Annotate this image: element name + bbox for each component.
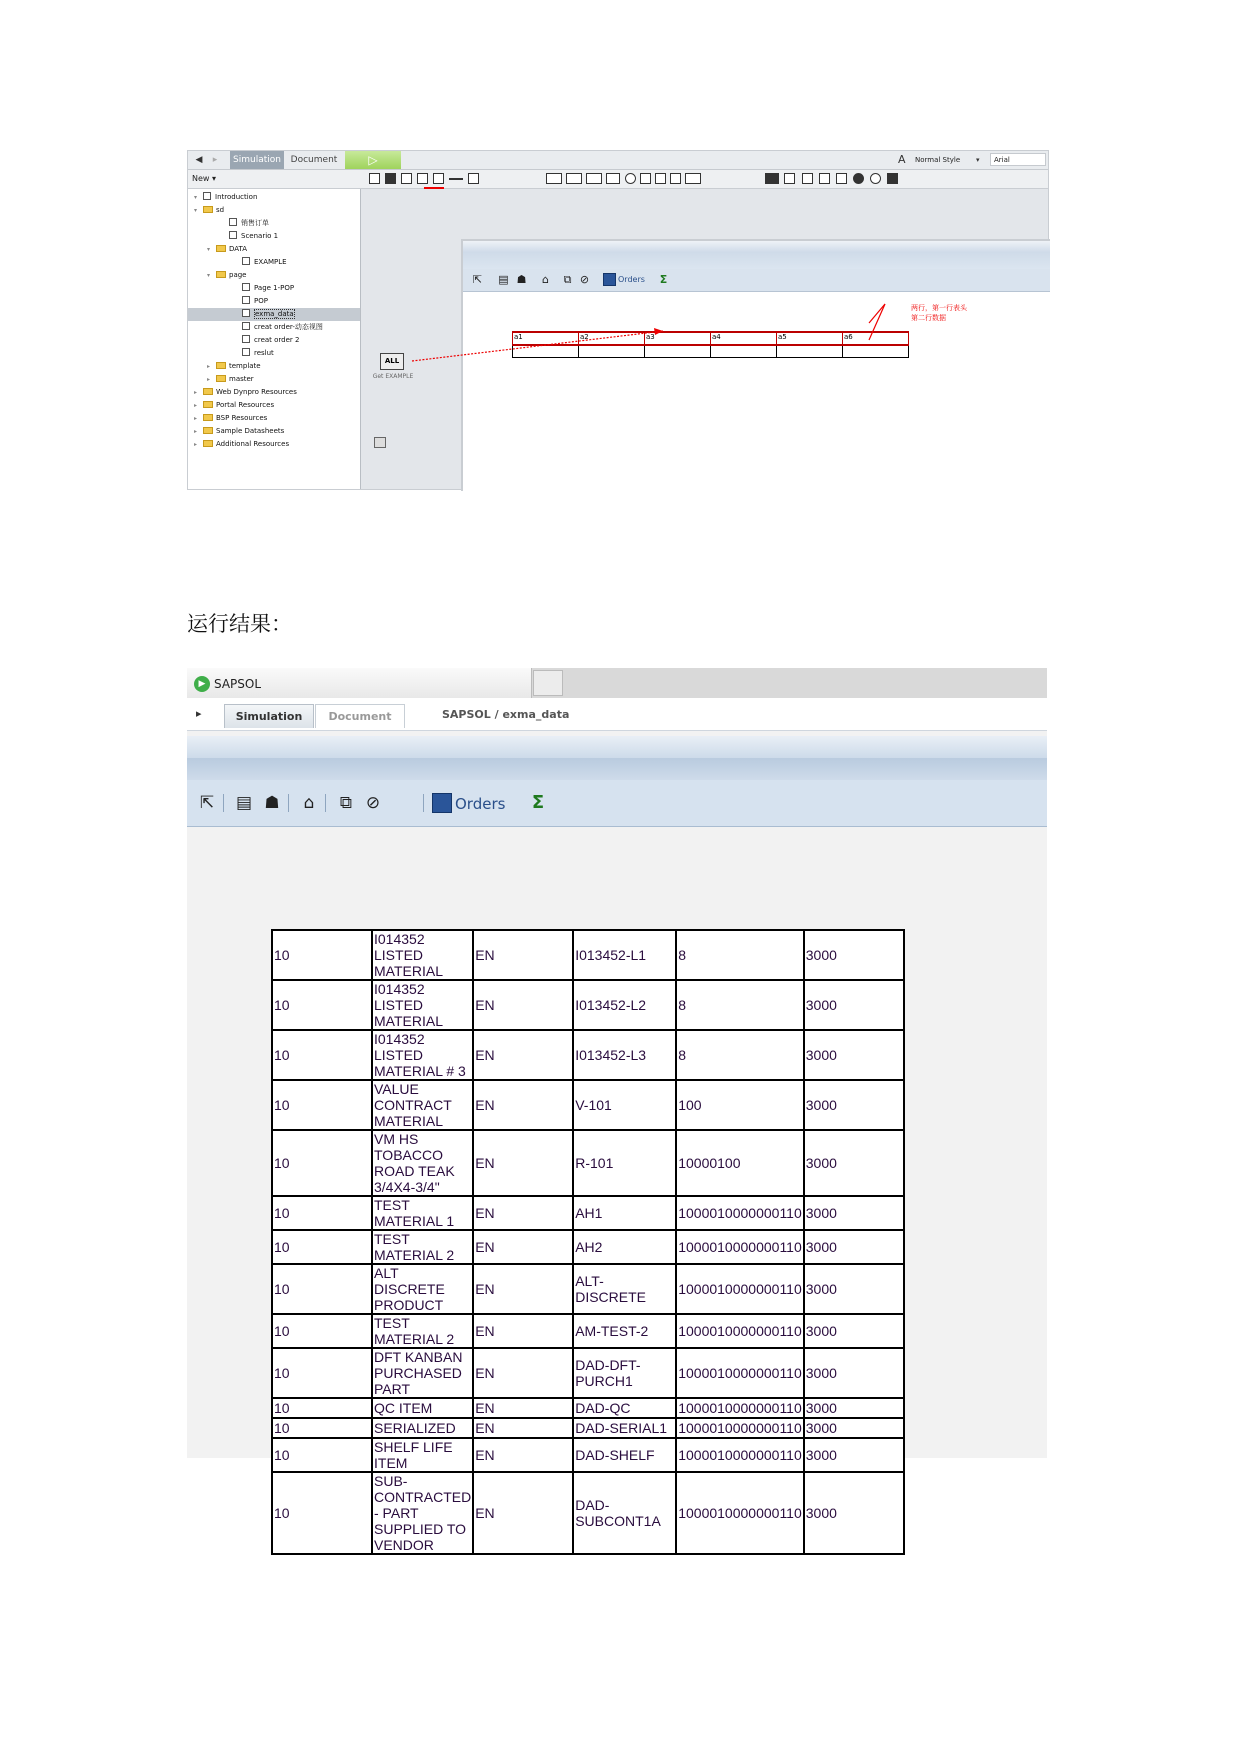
breadcrumb: SAPSOL / exma_data — [442, 708, 570, 721]
table-cell: QC ITEM — [372, 1398, 473, 1418]
style-icon: A — [898, 153, 906, 166]
result-content-area — [187, 827, 1047, 1553]
table-cell: I014352 LISTED MATERIAL # 3 — [372, 1030, 473, 1080]
table-cell: DAD-SERIAL1 — [573, 1418, 676, 1438]
table-cell: 10 — [272, 1398, 372, 1418]
annotation-arrows — [188, 151, 1048, 489]
tree-item-label: DATA — [229, 245, 248, 253]
get-example-label: Get EXAMPLE — [372, 373, 414, 380]
table-cell: I013452-L2 — [573, 980, 676, 1030]
table-row — [272, 1196, 904, 1230]
app-title: SAPSOL — [214, 677, 262, 691]
font-select[interactable]: Arial — [990, 153, 1046, 166]
style-select[interactable]: Normal Style — [915, 156, 961, 164]
table-cell: 1000010000000110 — [678, 1400, 802, 1416]
chevron-down-icon[interactable]: ▾ — [976, 156, 980, 164]
result-caption: 运行结果： — [187, 612, 292, 636]
table-cell: I014352 LISTED MATERIAL — [372, 930, 473, 980]
table-cell: 10 — [272, 930, 372, 980]
table-row — [272, 1264, 904, 1314]
table-cell: EN — [473, 1398, 573, 1418]
design-table-header-cell[interactable]: a6 — [843, 332, 909, 345]
tree-item-label: 销售订单 — [241, 219, 269, 227]
table-row — [272, 1030, 904, 1080]
tree-item-label: EXAMPLE — [254, 258, 287, 266]
table-cell: 10 — [272, 1264, 372, 1314]
table-cell: VALUE CONTRACT MATERIAL — [372, 1080, 473, 1130]
table-row — [272, 1418, 904, 1438]
table-row — [272, 1348, 904, 1398]
table-cell: 3000 — [804, 1196, 904, 1230]
table-cell: 3000 — [804, 1030, 904, 1080]
table-cell: EN — [473, 1314, 573, 1348]
table-cell: I013452-L3 — [573, 1030, 676, 1080]
table-cell: AH2 — [573, 1230, 676, 1264]
table-cell: 10 — [272, 980, 372, 1030]
design-table-header-cell[interactable]: a1 — [513, 332, 579, 345]
table-cell: 10 — [272, 1130, 372, 1196]
table-cell: 10 — [272, 1230, 372, 1264]
sum-icon[interactable]: Σ — [659, 273, 668, 286]
user-icon[interactable]: ☗ — [516, 273, 527, 286]
table-cell: EN — [473, 1472, 573, 1554]
table-cell: 100 — [676, 1080, 804, 1130]
table-cell: EN — [473, 1348, 573, 1398]
table-cell: 10 — [272, 1348, 372, 1398]
annotation-line-2: 第二行数据 — [911, 314, 946, 322]
table-row — [272, 1314, 904, 1348]
annotation-pointer-2 — [869, 304, 885, 340]
delete-icon[interactable]: ⊘ — [365, 793, 381, 813]
table-cell: 3000 — [804, 980, 904, 1030]
table-cell: TEST MATERIAL 2 — [372, 1230, 473, 1264]
designer-screenshot — [187, 150, 1049, 490]
app-title-bar — [187, 668, 1047, 698]
chevron-down-icon[interactable]: ▾ — [207, 272, 211, 279]
tree-item-label: master — [229, 375, 254, 383]
table-cell: 10 — [272, 1418, 372, 1438]
orders-label[interactable]: Orders — [455, 795, 506, 813]
annotation-line-1: 两行，第一行表头 — [911, 304, 967, 312]
design-table-header-cell[interactable]: a2 — [579, 332, 645, 345]
toolbar-separator — [223, 794, 224, 812]
table-row — [272, 1438, 904, 1472]
get-example-icon[interactable]: ALL — [380, 353, 404, 370]
table-cell: 3000 — [804, 1438, 904, 1472]
table-cell: 3000 — [804, 1130, 904, 1196]
tab-document[interactable]: Document — [315, 704, 405, 728]
logout-icon[interactable]: ⇱ — [199, 793, 215, 813]
chevron-right-icon[interactable]: ▸ — [207, 363, 211, 370]
table-cell: TEST MATERIAL 2 — [372, 1314, 473, 1348]
table-cell: DAD-QC — [573, 1398, 676, 1418]
app-toolbar — [187, 780, 1047, 827]
annotation-pointer-1 — [869, 304, 885, 323]
table-cell: R-101 — [573, 1130, 676, 1196]
table-cell: 1000010000000110 — [678, 1420, 802, 1436]
table-cell: 1000010000000110 — [676, 1472, 804, 1554]
table-cell: 10 — [272, 1080, 372, 1130]
result-screenshot — [187, 668, 1047, 1553]
tree-item-label: page — [229, 271, 247, 279]
tab-simulation[interactable]: Simulation — [224, 704, 314, 728]
table-cell: 3000 — [804, 1472, 904, 1554]
table-cell: 10 — [272, 1030, 372, 1080]
table-cell: DAD-SUBCONT1A — [573, 1472, 676, 1554]
table-row — [272, 1230, 904, 1264]
home-icon[interactable]: ⌂ — [542, 273, 549, 286]
table-cell: 1000010000000110 — [676, 1348, 804, 1398]
table-cell: SUB-CONTRACTED - PART SUPPLIED TO VENDOR — [374, 1473, 472, 1553]
table-cell: EN — [473, 1438, 573, 1472]
tab-document[interactable]: Document — [285, 151, 343, 169]
new-button[interactable]: New ▾ — [192, 174, 217, 183]
tree-item-label: reslut — [254, 349, 274, 357]
chevron-down-icon[interactable]: ▾ — [194, 194, 198, 201]
table-cell: 1000010000000110 — [676, 1196, 804, 1230]
sum-icon[interactable]: Σ — [531, 792, 545, 813]
design-table-header-cell[interactable]: a5 — [777, 332, 843, 345]
table-cell: 1000010000000110 — [676, 1438, 804, 1472]
table-cell: AH1 — [573, 1196, 676, 1230]
table-row — [272, 1398, 904, 1418]
result-table-body — [272, 930, 904, 1554]
chevron-right-icon[interactable]: ▸ — [194, 441, 198, 448]
table-cell: DAD-SHELF — [573, 1438, 676, 1472]
back-icon[interactable]: ◀ — [195, 155, 203, 165]
table-cell: 10 — [272, 1438, 372, 1472]
forward-icon[interactable]: ▸ — [212, 155, 218, 165]
tree-item-label: template — [229, 362, 261, 370]
table-cell: EN — [473, 930, 573, 980]
chevron-down-icon[interactable]: ▾ — [207, 246, 211, 253]
header-band-bottom — [187, 758, 1047, 780]
table-cell: EN — [473, 1030, 573, 1080]
table-row — [272, 1130, 904, 1196]
table-cell: I014352 LISTED MATERIAL — [372, 980, 473, 1030]
header-band-top — [187, 736, 1047, 758]
design-table-header-cell[interactable]: a4 — [711, 332, 777, 345]
table-cell: 3000 — [804, 1314, 904, 1348]
table-cell: EN — [473, 1130, 573, 1196]
table-row — [272, 930, 904, 980]
orders-label[interactable]: Orders — [618, 275, 645, 284]
tree-item-label: exma_data — [255, 310, 294, 318]
tree-item-label: BSP Resources — [216, 414, 268, 422]
table-cell: 3000 — [804, 1080, 904, 1130]
tree-item-label: Web Dynpro Resources — [216, 388, 297, 396]
copy-icon[interactable]: ⧉ — [563, 273, 572, 286]
chevron-right-icon[interactable]: ▸ — [194, 402, 198, 409]
table-cell: 3000 — [804, 1348, 904, 1398]
table-cell: 3000 — [804, 930, 904, 980]
orders-icon[interactable] — [432, 793, 452, 813]
tree-item-label: Additional Resources — [216, 440, 290, 448]
tree-item-label: creat order-动态视图 — [254, 323, 323, 331]
table-cell: EN — [473, 980, 573, 1030]
toolbar-separator — [325, 794, 326, 812]
table-row — [272, 1472, 904, 1554]
tree-item-label: Sample Datasheets — [216, 427, 285, 435]
table-cell: 8 — [676, 1030, 804, 1080]
delete-icon[interactable]: ⊘ — [579, 273, 590, 286]
result-table — [271, 929, 905, 1555]
tree-item-label: sd — [216, 206, 225, 214]
table-cell: 3000 — [804, 1418, 904, 1438]
copy-icon[interactable]: ⧉ — [339, 793, 353, 813]
toolbar-separator — [423, 794, 424, 812]
dotted-arrow-line — [412, 331, 663, 361]
table-cell: 10 — [272, 1196, 372, 1230]
table-cell: 10000100 — [676, 1130, 804, 1196]
table-cell: 3000 — [804, 1264, 904, 1314]
run-button[interactable]: ▷ — [345, 151, 401, 169]
table-cell: ALT DISCRETE PRODUCT — [372, 1264, 473, 1314]
table-cell: EN — [473, 1080, 573, 1130]
table-cell: 8 — [676, 930, 804, 980]
table-cell: SERIALIZED — [372, 1418, 473, 1438]
table-cell: V-101 — [573, 1080, 676, 1130]
chevron-right-icon[interactable]: ▸ — [207, 376, 211, 383]
arrow-head — [654, 328, 663, 335]
view-nav-bar — [187, 698, 1047, 731]
user-icon[interactable]: ☗ — [264, 793, 280, 813]
table-cell: DFT KANBAN PURCHASED PART — [372, 1348, 473, 1398]
home-icon[interactable]: ⌂ — [303, 793, 315, 813]
table-cell: 8 — [676, 980, 804, 1030]
table-cell: EN — [473, 1230, 573, 1264]
table-cell: DAD-DFT-PURCH1 — [573, 1348, 676, 1398]
run-icon[interactable]: ▸ — [196, 707, 202, 720]
table-cell: 1000010000000110 — [676, 1230, 804, 1264]
table-cell: 1000010000000110 — [676, 1314, 804, 1348]
app-logo-icon: ▶ — [194, 676, 210, 692]
table-cell: ALT-DISCRETE — [573, 1264, 676, 1314]
table-cell: EN — [473, 1418, 573, 1438]
design-table-header-cell[interactable]: a3 — [645, 332, 711, 345]
toolbar-separator — [288, 794, 289, 812]
chevron-right-icon[interactable]: ▸ — [194, 428, 198, 435]
chevron-right-icon[interactable]: ▸ — [194, 389, 198, 396]
table-row — [272, 980, 904, 1030]
chevron-down-icon[interactable]: ▾ — [194, 207, 198, 214]
table-cell: 3000 — [804, 1398, 904, 1418]
table-cell: 3000 — [804, 1230, 904, 1264]
tree-item-label: Scenario 1 — [241, 232, 279, 240]
app-title-tab[interactable] — [187, 668, 532, 698]
tree-item-label: Page 1-POP — [254, 284, 295, 292]
table-cell: 10 — [272, 1314, 372, 1348]
new-tab-button[interactable] — [533, 670, 563, 696]
table-cell: AM-TEST-2 — [573, 1314, 676, 1348]
table-cell: SHELF LIFE ITEM — [372, 1438, 473, 1472]
table-cell: EN — [473, 1196, 573, 1230]
document-icon[interactable]: ▤ — [235, 793, 253, 813]
table-cell: 10 — [272, 1472, 372, 1554]
table-cell: I013452-L1 — [573, 930, 676, 980]
chevron-right-icon[interactable]: ▸ — [194, 415, 198, 422]
tab-simulation[interactable]: Simulation — [230, 151, 284, 169]
table-cell: VM HS TOBACCO ROAD TEAK 3/4X4-3/4" — [372, 1130, 473, 1196]
tree-item-label: Portal Resources — [216, 401, 275, 409]
table-cell: TEST MATERIAL 1 — [372, 1196, 473, 1230]
document-icon[interactable]: ▤ — [498, 273, 509, 286]
tree-item-label: Introduction — [215, 193, 258, 201]
table-cell: EN — [473, 1264, 573, 1314]
table-cell: 1000010000000110 — [676, 1264, 804, 1314]
tree-item-label: POP — [254, 297, 268, 305]
table-row — [272, 1080, 904, 1130]
logout-icon[interactable]: ⇱ — [472, 273, 483, 286]
tree-item-label: creat order 2 — [254, 336, 300, 344]
